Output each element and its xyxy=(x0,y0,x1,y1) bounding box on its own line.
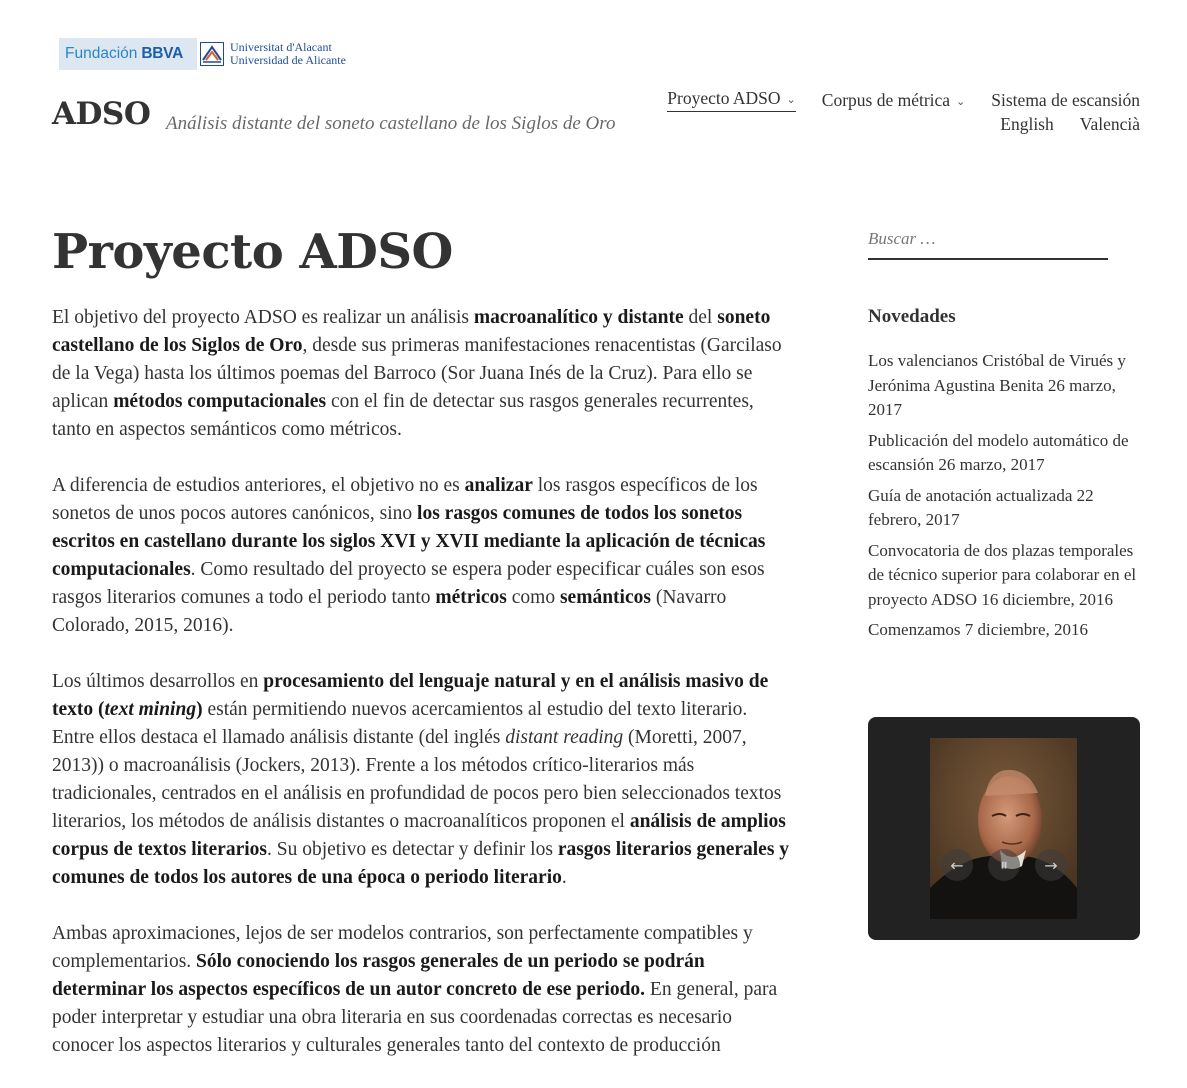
news-date: 7 diciembre, 2016 xyxy=(964,620,1089,639)
news-title[interactable]: Guía de anotación actualizada xyxy=(868,485,1073,505)
bold-text: rasgos literarios generales y comunes de todos los autores de una época o periodo literario xyxy=(52,839,790,888)
ua-line2: Universidad de Alicante xyxy=(230,53,346,67)
text: están permitiendo nuevos acercamientos al estudio del texto literario. Entre ellos destaca el llamado análisis distante (del inglés xyxy=(52,699,748,748)
bold-text: semánticos xyxy=(559,587,651,608)
news-item[interactable] xyxy=(868,484,1144,533)
bold-text: métodos computacionales xyxy=(113,391,327,412)
text: A diferencia de estudios anteriores, el objetivo no es xyxy=(52,475,465,496)
text: El objetivo del proyecto ADSO es realizar un análisis xyxy=(52,307,474,328)
news-item[interactable] xyxy=(868,349,1144,423)
news-title[interactable]: Publicación del modelo automático de escansión xyxy=(868,430,1129,474)
text: como xyxy=(506,587,560,608)
ua-emblem-icon xyxy=(200,42,224,66)
news-item[interactable] xyxy=(868,429,1144,478)
search-input[interactable] xyxy=(868,222,1108,256)
nav-item-valencia[interactable]: Valencià xyxy=(1079,113,1140,134)
portrait-image[interactable] xyxy=(930,738,1077,919)
next-slide-button[interactable]: → xyxy=(1035,849,1067,881)
paragraph-desarrollos xyxy=(52,668,792,892)
bold-text: soneto castellano de los Siglos de Oro xyxy=(52,307,771,356)
bold-text: ) xyxy=(196,699,203,720)
text: . xyxy=(561,867,567,888)
fundacion-bbva-logo[interactable] xyxy=(59,38,197,70)
site-title[interactable]: ADSO xyxy=(52,96,151,132)
paragraph-aproximaciones xyxy=(52,920,792,1060)
text: En general, para poder interpretar y estudiar una obra literaria en sus coordenadas correctas es necesario conocer los aspectos literarios y culturales generales tanto del contexto de producción xyxy=(52,979,778,1056)
chevron-down-icon: ⌄ xyxy=(956,95,966,108)
news-title[interactable]: Comenzamos xyxy=(868,620,961,639)
pause-slideshow-button[interactable]: ⏸ xyxy=(988,849,1020,881)
main-content xyxy=(52,214,792,1088)
main-navigation xyxy=(620,88,1140,136)
nav-item-sistema-escansion[interactable]: Sistema de escansión xyxy=(991,89,1140,110)
text: Ambas aproximaciones, lejos de ser modelos contrarios, son perfectamente compatibles y complementarios. xyxy=(52,923,753,972)
nav-label: Corpus de métrica xyxy=(821,89,951,110)
news-title[interactable]: Convocatoria de dos plazas temporales de técnico superior para colaborar en el proyecto ADSO xyxy=(868,540,1137,609)
text: los rasgos específicos de los sonetos de unos pocos autores canónicos, sino xyxy=(52,475,758,524)
nav-item-english[interactable]: English xyxy=(1000,113,1054,134)
paragraph-objetivo xyxy=(52,304,792,444)
previous-slide-button[interactable]: ← xyxy=(941,849,973,881)
sponsor-logos xyxy=(59,38,348,70)
news-date: 26 marzo, 2017 xyxy=(868,375,1116,419)
universidad-alicante-logo[interactable] xyxy=(197,38,348,70)
news-date: 26 marzo, 2017 xyxy=(938,455,1045,474)
nav-item-corpus-metrica[interactable] xyxy=(822,90,966,111)
bold-text: métricos xyxy=(435,587,507,608)
text: , desde sus primeras manifestaciones renacentistas (Garcilaso de la Vega) hasta los últimos poemas del Barroco (Sor Juana Inés de la Cruz). Para ello se aplican xyxy=(52,335,782,412)
news-item[interactable] xyxy=(868,618,1144,643)
news-list xyxy=(868,349,1144,649)
page-title: Proyecto ADSO xyxy=(52,224,453,280)
bold-text: analizar xyxy=(464,475,533,496)
ua-line1: Universitat d'Alacant xyxy=(230,40,332,54)
text: . Como resultado del proyecto se espera poder especificar cuáles son esos rasgos literarios comunes a todo el periodo tanto xyxy=(52,559,765,608)
image-slideshow xyxy=(868,717,1140,940)
portrait-illustration xyxy=(930,738,1077,919)
text: con el fin de detectar sus rasgos generales recurrentes, tanto en aspectos semánticos como métricos. xyxy=(52,391,754,440)
text: del xyxy=(683,307,718,328)
news-item[interactable] xyxy=(868,539,1144,613)
bold-text: Sólo conociendo los rasgos generales de un periodo se podrán determinar los aspectos específicos de un autor concreto de ese periodo. xyxy=(52,951,705,1000)
text: Los últimos desarrollos en xyxy=(52,671,264,692)
bold-text: macroanalítico y distante xyxy=(473,307,684,328)
bbva-brand: BBVA xyxy=(141,45,183,62)
text: . Su objetivo es detectar y definir los xyxy=(267,839,558,860)
news-date: 16 diciembre, 2016 xyxy=(981,589,1114,609)
italic-text: distant reading xyxy=(505,727,624,748)
bold-text: análisis de amplios corpus de textos literarios xyxy=(52,811,786,860)
paragraph-diferencia xyxy=(52,472,792,640)
bold-text: procesamiento del lenguaje natural y en el análisis masivo de texto ( xyxy=(52,671,769,720)
nav-item-proyecto-adso[interactable] xyxy=(667,89,795,112)
news-widget-title: Novedades xyxy=(868,306,956,327)
text: (Navarro Colorado, 2015, 2016). xyxy=(52,587,727,636)
bold-text: los rasgos comunes de todos los sonetos escritos en castellano durante los siglos XVI y XVII mediante la aplicación de técnicas computacionales xyxy=(52,503,766,580)
news-title[interactable]: Los valencianos Cristóbal de Virués y Jerónima Agustina Benita xyxy=(868,351,1126,395)
nav-label: Proyecto ADSO xyxy=(667,87,781,108)
bold-italic-text: text mining xyxy=(104,699,197,720)
site-tagline: Análisis distante del soneto castellano de los Siglos de Oro xyxy=(166,113,616,134)
slideshow-controls xyxy=(941,849,1067,881)
search-form xyxy=(868,222,1108,260)
bbva-prefix: Fundación xyxy=(65,45,138,62)
chevron-down-icon: ⌄ xyxy=(786,93,796,106)
text: (Moretti, 2007, 2013)) o macroanálisis (Jockers, 2013). Frente a los métodos crítico-literarios más tradicionales, centrados en el análisis en profundidad de pocos pero bien seleccionados textos literarios, los métodos de análisis distantes o macroanalíticos proponen el xyxy=(52,727,782,832)
news-date: 22 febrero, 2017 xyxy=(868,485,1094,529)
